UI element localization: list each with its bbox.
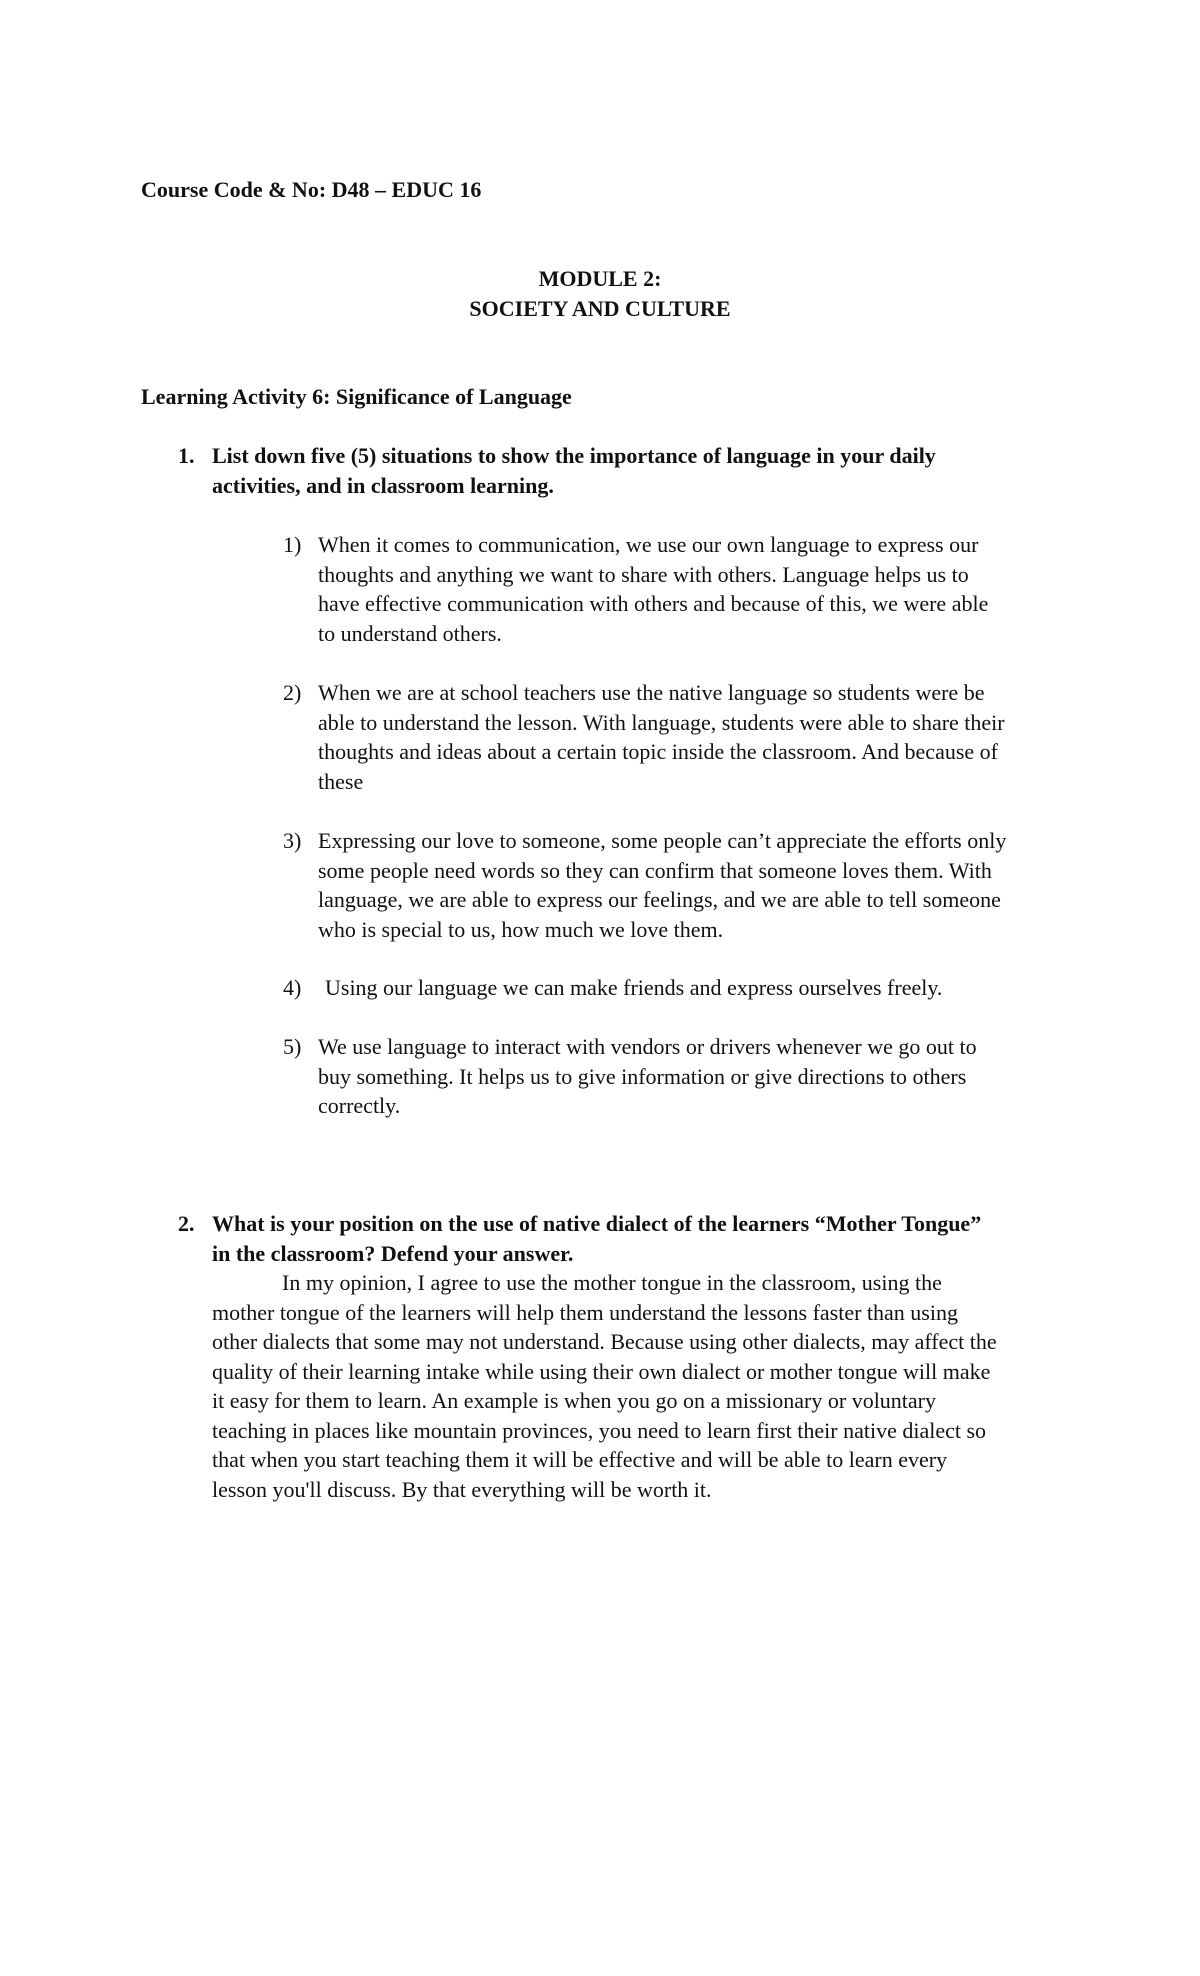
answer-1-marker: 1): [283, 532, 302, 557]
answer-5-marker: 5): [283, 1034, 302, 1059]
answer-line: other dialects that some may not understand. Because using other dialects, may affect the: [212, 1329, 997, 1354]
answer-line: teaching in places like mountain provinces, you need to learn first their native dialect so: [212, 1417, 987, 1443]
answer-4-text: [325, 973, 942, 1003]
answer-line: that when you start teaching them it will be effective and will be able to learn every: [212, 1447, 948, 1472]
answer-line: buy something. It helps us to give information or give directions to others: [318, 1063, 967, 1089]
answer-line: correctly.: [318, 1093, 401, 1118]
answer-line: to understand others.: [318, 620, 502, 646]
answer-line: able to understand the lesson. With language, students were able to share their: [318, 709, 1005, 735]
answer-1-text: [318, 530, 988, 648]
answer-line: thoughts and anything we want to share with others. Language helps us to: [318, 561, 969, 587]
answer-line: thoughts and ideas about a certain topic inside the classroom. And because of: [318, 739, 998, 764]
answer-line: lesson you'll discuss. By that everything will be worth it.: [212, 1476, 712, 1502]
answer-line: who is special to us, how much we love them.: [318, 916, 724, 942]
answer-line: We use language to interact with vendors or drivers whenever we go out to: [318, 1034, 977, 1059]
answer-line: When it comes to communication, we use our own language to express our: [318, 532, 979, 557]
answer-line: When we are at school teachers use the native language so students were be: [318, 680, 985, 705]
answer-line: it easy for them to learn. An example is when you go on a missionary or voluntary: [212, 1388, 937, 1413]
answer-3-marker: 3): [283, 828, 302, 853]
question-2-line: in the classroom? Defend your answer.: [212, 1240, 574, 1266]
question-2-text: [212, 1209, 981, 1268]
activity-title: Learning Activity 6: Significance of Language: [141, 384, 572, 409]
answer-4-marker: 4): [283, 975, 302, 1000]
answer-line: quality of their learning intake while using their own dialect or mother tongue will make: [212, 1358, 991, 1384]
answer-2-marker: 2): [283, 680, 302, 705]
course-code: Course Code & No: D48 – EDUC 16: [141, 177, 482, 202]
question-2-line: What is your position on the use of native dialect of the learners “Mother Tongue”: [212, 1211, 982, 1236]
answer-line: Using our language we can make friends and express ourselves freely.: [325, 975, 943, 1000]
answer-line: language, we are able to express our feelings, and we are able to tell someone: [318, 887, 1001, 912]
module-number: MODULE 2:: [538, 266, 662, 291]
answer-line: mother tongue of the learners will help them understand the lessons faster than using: [212, 1299, 958, 1325]
answer-line: Expressing our love to someone, some people can’t appreciate the efforts only: [318, 828, 1007, 853]
question-2-number: 2.: [178, 1211, 195, 1236]
answer-5-text: [318, 1032, 977, 1121]
question-1-text: [212, 441, 936, 500]
answer-line: some people need words so they can confirm that someone loves them. With: [318, 857, 992, 883]
answer-line: these: [318, 768, 364, 794]
answer-2-text: [318, 678, 1005, 796]
question-1-line: List down five (5) situations to show the importance of language in your daily: [212, 443, 936, 468]
answer-line: In my opinion, I agree to use the mother tongue in the classroom, using the: [282, 1270, 942, 1295]
answer-line: have effective communication with others and because of this, we were able: [318, 591, 989, 616]
module-title: SOCIETY AND CULTURE: [469, 296, 731, 321]
answer-3-text: [318, 826, 1006, 944]
question-1-number: 1.: [178, 443, 195, 468]
question-2-answer: [212, 1268, 997, 1504]
question-1-line: activities, and in classroom learning.: [212, 472, 554, 498]
